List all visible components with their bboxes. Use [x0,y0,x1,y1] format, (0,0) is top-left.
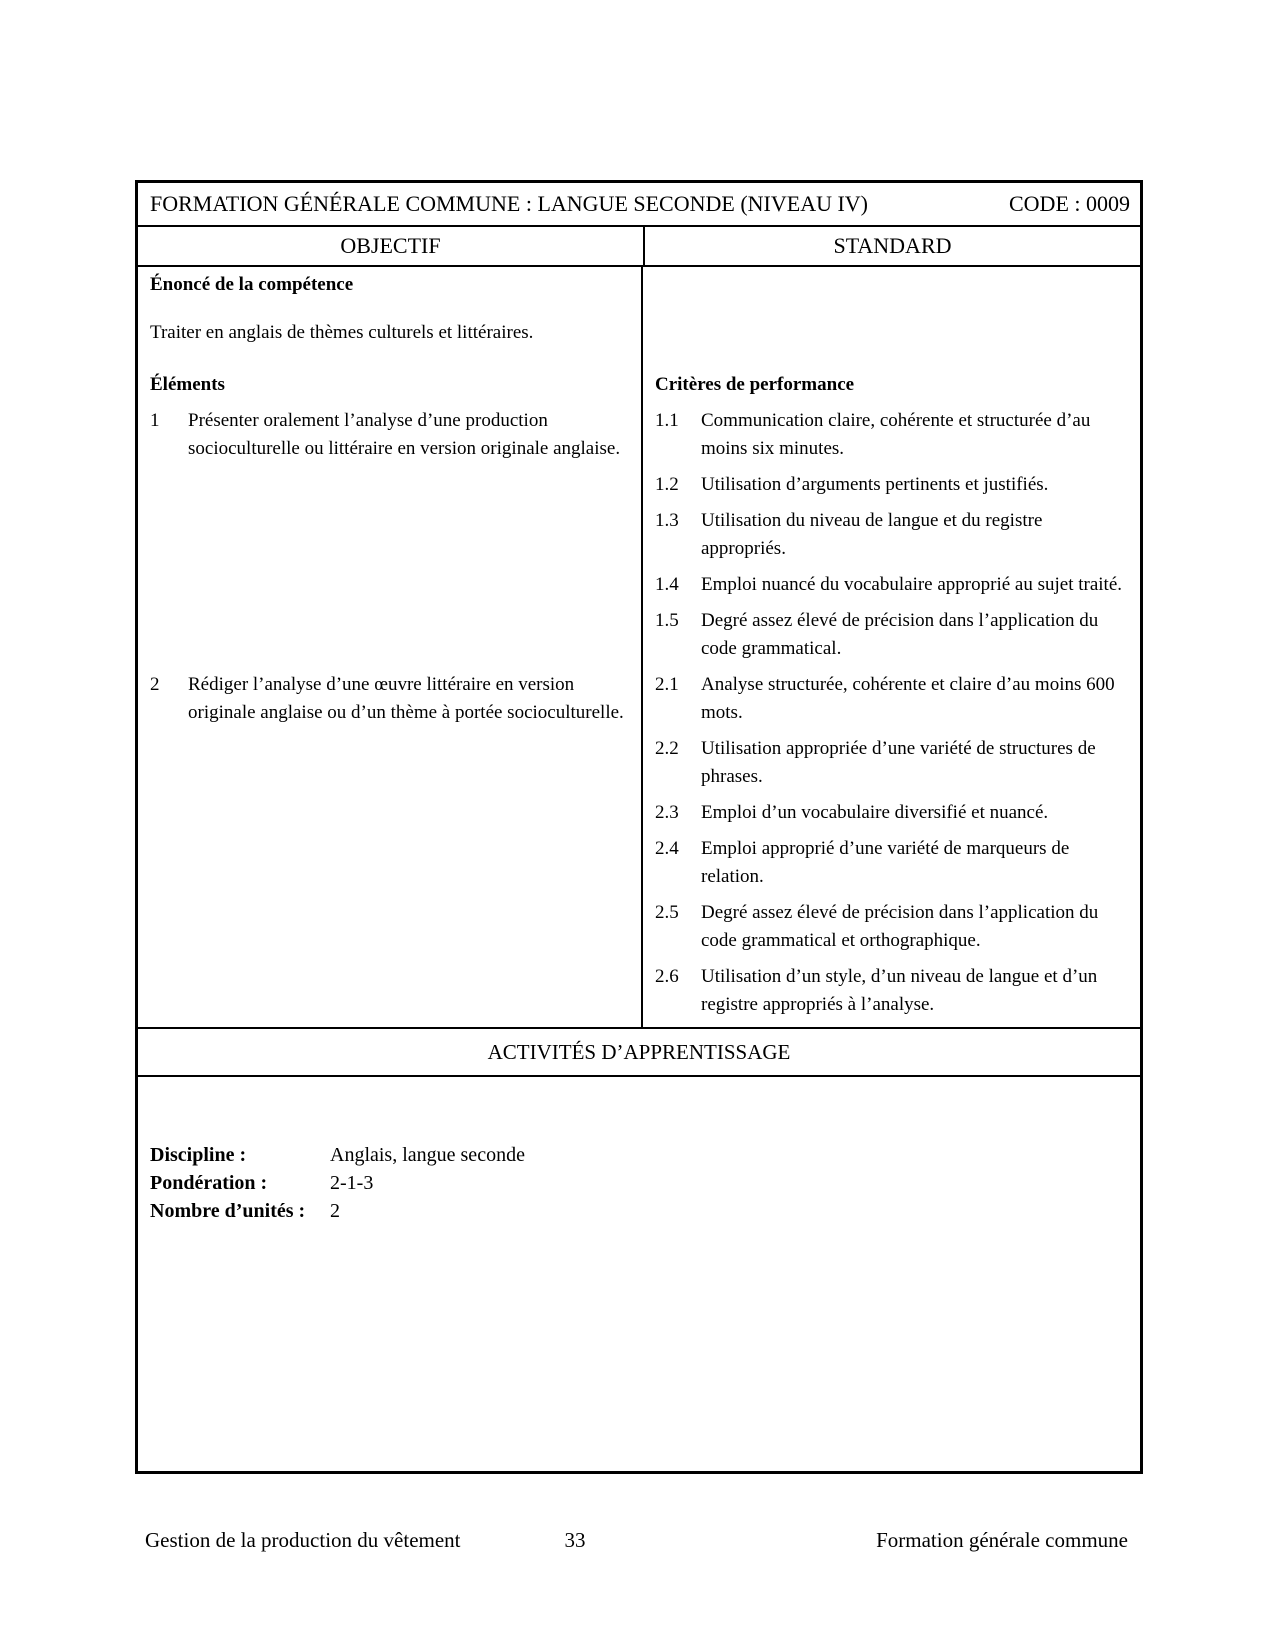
criteria-number: 2.6 [655,966,679,987]
criteria-text: Utilisation d’arguments pertinents et justifiés. [701,474,1049,495]
enonce-block [138,267,643,371]
discipline-line [150,1141,1128,1169]
criteria-number: 2.3 [655,802,679,823]
criteria-item [655,735,1132,791]
element-text: Présenter oralement l’analyse d’une production socioculturelle ou littéraire en version originale anglaise. [188,410,621,459]
criteria-text: Utilisation appropriée d’une variété de structures de phrases. [701,738,1096,787]
unites-label: Nombre d’unités : [150,1200,306,1222]
criteria-item [655,607,1132,663]
elements-heading: Éléments [138,371,643,407]
criteria-item [655,571,1132,599]
criteria-number: 1.2 [655,474,679,495]
standard-column-header: STANDARD [833,233,952,258]
criteria-item [655,899,1132,955]
criteria-number: 2.4 [655,838,679,859]
elements-group-2 [138,671,643,1027]
criteria-number: 1.3 [655,510,679,531]
course-description-table [135,180,1143,1474]
element-text: Rédiger l’analyse d’une œuvre littéraire en version originale anglaise ou d’un thème à portée socioculturelle. [188,674,624,723]
criteres-heading: Critères de performance [655,374,855,395]
criteria-text: Degré assez élevé de précision dans l’application du code grammatical. [701,610,1099,659]
activites-details [138,1077,1140,1471]
criteria-number: 2.1 [655,674,679,695]
enonce-heading: Énoncé de la compétence [150,274,354,295]
criteria-number: 1.1 [655,410,679,431]
criteria-text: Communication claire, cohérente et structurée d’au moins six minutes. [701,410,1091,459]
objectif-column-header: OBJECTIF [138,227,645,265]
enonce-text: Traiter en anglais de thèmes culturels et littéraires. [150,322,534,343]
course-title: FORMATION GÉNÉRALE COMMUNE : LANGUE SECONDE (NIVEAU IV) [150,191,869,216]
criteria-text: Emploi nuancé du vocabulaire approprié au sujet traité. [701,574,1123,595]
standard-empty-cell [643,267,1140,371]
criteria-number: 2.5 [655,902,679,923]
criteria-item [655,407,1132,463]
footer-document-title: Gestion de la production du vêtement [145,1528,461,1552]
criteria-text: Utilisation du niveau de langue et du registre appropriés. [701,510,1043,559]
discipline-value: Anglais, langue seconde [330,1144,525,1166]
objectif-standard-body [138,267,1140,1029]
elements-group-1 [138,407,643,671]
criteria-group-2 [643,671,1140,1027]
criteria-item [655,963,1132,1019]
discipline-label: Discipline : [150,1144,247,1166]
criteria-number: 1.5 [655,610,679,631]
criteria-item [655,799,1132,827]
element-item [150,407,626,463]
unites-value: 2 [330,1200,340,1222]
page-number: 33 [564,1528,586,1552]
criteria-group-1 [643,407,1140,671]
criteria-number: 2.2 [655,738,679,759]
element-number: 1 [150,410,160,431]
criteria-text: Analyse structurée, cohérente et claire d’au moins 600 mots. [701,674,1115,723]
criteria-number: 1.4 [655,574,679,595]
unites-line [150,1197,1128,1225]
course-code: CODE : 0009 [1009,191,1130,216]
criteria-text: Utilisation d’un style, d’un niveau de langue et d’un registre appropriés à l’analyse. [701,966,1098,1015]
ponderation-line [150,1169,1128,1197]
criteria-text: Emploi d’un vocabulaire diversifié et nuancé. [701,802,1049,823]
criteria-item [655,471,1132,499]
footer-section-title: Formation générale commune [876,1528,1128,1552]
activites-heading: ACTIVITÉS D’APPRENTISSAGE [138,1029,1140,1077]
criteria-item [655,671,1132,727]
ponderation-label: Pondération : [150,1172,268,1194]
ponderation-value: 2-1-3 [330,1172,374,1194]
element-number: 2 [150,674,160,695]
criteria-text: Emploi approprié d’une variété de marqueurs de relation. [701,838,1070,887]
criteria-item [655,507,1132,563]
criteria-item [655,835,1132,891]
criteria-text: Degré assez élevé de précision dans l’application du code grammatical et orthographique. [701,902,1099,951]
element-item [150,671,626,727]
table-title-row [138,183,1140,227]
column-header-row [138,227,1140,267]
